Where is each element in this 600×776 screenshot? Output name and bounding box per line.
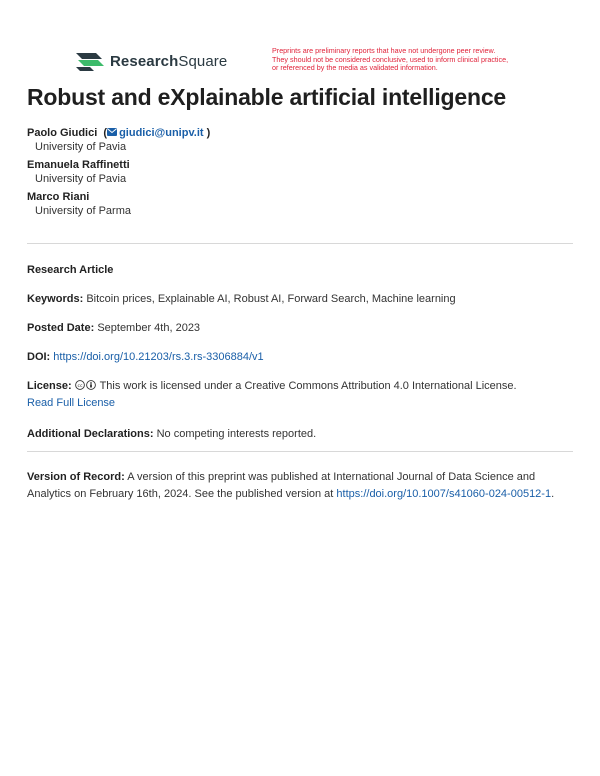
- author-name: Marco Riani: [27, 191, 90, 203]
- read-full-license-link[interactable]: Read Full License: [27, 397, 116, 409]
- header: [76, 48, 546, 76]
- version-of-record: Version of Record: A version of this preprint was published at International Journal of Data Science and Analytics on February 16th, 2024. See the published version at https://doi.org/10.1007/s41060-024-00512-1.: [27, 471, 555, 500]
- attribution-icon: [86, 380, 96, 390]
- additional-declarations: Additional Declarations: No competing interests reported.: [27, 428, 317, 440]
- research-square-logo-icon: [76, 50, 104, 72]
- research-square-logo[interactable]: [76, 48, 227, 74]
- author-affiliation: University of Pavia: [35, 141, 127, 153]
- divider: [27, 451, 573, 452]
- doi: DOI: https://doi.org/10.21203/rs.3.rs-3306884/v1: [27, 351, 264, 363]
- author-affiliation: University of Pavia: [35, 173, 127, 185]
- license: License: cc This work is licensed under a Creative Commons Attribution 4.0 International License. Read Full License: [27, 380, 517, 409]
- article-title: Robust and eXplainable artificial intelligence: [27, 84, 507, 110]
- preprint-disclaimer: Preprints are preliminary reports that have not undergone peer review. They should not be considered conclusive, used to inform clinical practice, or referenced by the media as validated information.: [272, 46, 509, 73]
- author-name: Paolo Giudici ( giudici@unipv.it ): [27, 127, 211, 139]
- author-affiliation: University of Parma: [35, 205, 131, 217]
- author-email-link[interactable]: giudici@unipv.it: [119, 127, 204, 139]
- creative-commons-icon: [75, 380, 85, 390]
- posted-date: Posted Date: September 4th, 2023: [27, 322, 201, 334]
- divider: [27, 243, 573, 244]
- keywords: Keywords: Bitcoin prices, Explainable AI, Robust AI, Forward Search, Machine learning: [27, 293, 456, 305]
- author-list: [27, 126, 567, 222]
- doi-link[interactable]: https://doi.org/10.21203/rs.3.rs-3306884/v1: [53, 351, 264, 363]
- author-name: Emanuela Raffinetti: [27, 159, 130, 171]
- logo-text: ResearchSquare: [110, 52, 228, 70]
- envelope-icon: [107, 128, 117, 136]
- article-type: Research Article: [27, 264, 114, 276]
- published-version-link[interactable]: https://doi.org/10.1007/s41060-024-00512-1: [336, 488, 552, 500]
- svg-text:cc: cc: [77, 383, 83, 389]
